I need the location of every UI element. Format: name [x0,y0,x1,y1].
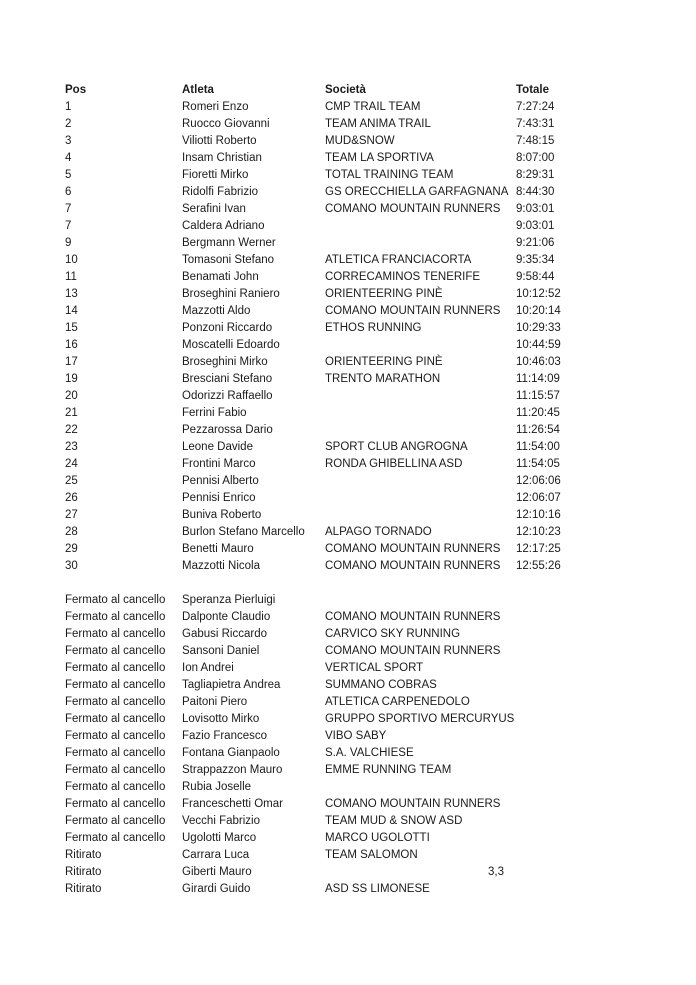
cell-totale [516,592,590,609]
cell-totale: 9:58:44 [516,271,555,283]
cell-societa: ASD SS LIMONESE [325,883,430,895]
result-row [65,456,590,473]
cell-societa [325,592,516,609]
cell-atleta: Fioretti Mirko [182,169,249,181]
cell-societa: EMME RUNNING TEAM [325,764,452,776]
cell-pos: 20 [65,390,78,402]
cell-totale: 12:17:25 [516,543,561,555]
cell-pos: 29 [65,543,78,555]
result-row [65,201,590,218]
cell-pos: 22 [65,424,78,436]
non-finisher-row [65,626,590,643]
cell-societa [325,507,516,524]
cell-totale [516,626,590,643]
cell-atleta: Tagliapietra Andrea [182,679,281,691]
cell-atleta: Moscatelli Edoardo [182,339,280,351]
column-header-societa: Società [325,84,366,96]
cell-totale: 8:07:00 [516,152,555,164]
cell-atleta: Ferrini Fabio [182,407,247,419]
cell-totale [516,830,590,847]
cell-totale [516,694,590,711]
result-row [65,354,590,371]
cell-note: 3,3 [488,866,504,878]
cell-societa: ETHOS RUNNING [325,322,422,334]
cell-societa: COMANO MOUNTAIN RUNNERS [325,203,501,215]
non-finisher-row [65,864,590,881]
cell-societa [325,864,516,881]
cell-atleta: Speranza Pierluigi [182,594,276,606]
cell-societa: GS ORECCHIELLA GARFAGNANA [325,186,509,198]
non-finisher-row [65,745,590,762]
result-row [65,150,590,167]
cell-totale [516,711,590,728]
cell-totale [516,847,590,864]
cell-pos: 2 [65,118,72,130]
cell-atleta: Benetti Mauro [182,543,254,555]
cell-atleta: Broseghini Mirko [182,356,268,368]
cell-societa: RONDA GHIBELLINA ASD [325,458,463,470]
section-spacer [65,575,590,592]
cell-societa: MUD&SNOW [325,135,395,147]
cell-atleta: Franceschetti Omar [182,798,283,810]
cell-societa: SPORT CLUB ANGROGNA [325,441,468,453]
cell-totale: 9:03:01 [516,203,555,215]
cell-pos: 28 [65,526,78,538]
non-finisher-row [65,694,590,711]
cell-totale [516,762,590,779]
cell-pos: 19 [65,373,78,385]
cell-societa: ORIENTEERING PINÈ [325,288,443,300]
cell-pos: 17 [65,356,78,368]
cell-totale [516,609,590,626]
result-row [65,507,590,524]
cell-totale [516,864,590,881]
cell-societa: TEAM MUD & SNOW ASD [325,815,463,827]
cell-totale: 12:55:26 [516,560,561,572]
cell-atleta: Romeri Enzo [182,101,249,113]
cell-atleta: Benamati John [182,271,259,283]
non-finisher-row [65,779,590,796]
result-row [65,184,590,201]
cell-pos: 30 [65,560,78,572]
column-header-pos: Pos [65,84,87,96]
result-row [65,218,590,235]
column-header-totale: Totale [516,84,550,96]
result-row [65,303,590,320]
cell-pos: Fermato al cancello [65,696,166,708]
cell-pos: 4 [65,152,72,164]
cell-totale: 9:35:34 [516,254,555,266]
cell-atleta: Gabusi Riccardo [182,628,268,640]
result-row [65,371,590,388]
cell-societa [325,405,516,422]
non-finisher-row [65,711,590,728]
finishers-section [65,99,590,575]
result-row [65,252,590,269]
cell-totale: 11:14:09 [516,373,560,385]
cell-totale: 7:43:31 [516,118,555,130]
non-finisher-row [65,592,590,609]
cell-atleta: Vecchi Fabrizio [182,815,260,827]
cell-totale: 9:21:06 [516,237,555,249]
cell-totale: 8:44:30 [516,186,555,198]
cell-pos: Fermato al cancello [65,730,166,742]
cell-atleta: Burlon Stefano Marcello [182,526,305,538]
cell-atleta: Ruocco Giovanni [182,118,270,130]
cell-societa: COMANO MOUNTAIN RUNNERS [325,543,501,555]
cell-atleta: Broseghini Raniero [182,288,280,300]
cell-atleta: Sansoni Daniel [182,645,260,657]
cell-totale: 11:20:45 [516,407,560,419]
cell-totale: 12:10:23 [516,526,561,538]
cell-atleta: Lovisotto Mirko [182,713,260,725]
non-finisher-row [65,847,590,864]
cell-societa [325,473,516,490]
cell-pos: Fermato al cancello [65,662,166,674]
cell-atleta: Bergmann Werner [182,237,276,249]
result-row [65,558,590,575]
cell-pos: Fermato al cancello [65,679,166,691]
cell-societa: COMANO MOUNTAIN RUNNERS [325,560,501,572]
cell-pos: 15 [65,322,78,334]
cell-pos: Ritirato [65,866,102,878]
non-finisher-row [65,881,590,898]
cell-totale [516,813,590,830]
cell-atleta: Rubia Joselle [182,781,252,793]
result-row [65,133,590,150]
cell-atleta: Frontini Marco [182,458,256,470]
cell-pos: 13 [65,288,78,300]
cell-atleta: Insam Christian [182,152,262,164]
cell-atleta: Paitoni Piero [182,696,248,708]
cell-pos: 7 [65,220,72,232]
cell-societa: SUMMANO COBRAS [325,679,437,691]
cell-pos: 21 [65,407,78,419]
cell-pos: Fermato al cancello [65,628,166,640]
cell-pos: 3 [65,135,72,147]
result-row [65,405,590,422]
cell-pos: Fermato al cancello [65,747,166,759]
cell-totale [516,677,590,694]
cell-totale: 10:44:59 [516,339,561,351]
cell-atleta: Mazzotti Aldo [182,305,251,317]
cell-atleta: Pennisi Enrico [182,492,256,504]
cell-pos: 10 [65,254,78,266]
cell-totale: 11:54:05 [516,458,560,470]
cell-pos: Fermato al cancello [65,781,166,793]
results-table [65,82,590,898]
cell-societa: VERTICAL SPORT [325,662,424,674]
cell-pos: Fermato al cancello [65,713,166,725]
result-row [65,490,590,507]
cell-totale: 12:06:06 [516,475,561,487]
cell-atleta: Ridolfi Fabrizio [182,186,259,198]
cell-atleta: Ponzoni Riccardo [182,322,273,334]
cell-atleta: Pennisi Alberto [182,475,259,487]
result-row [65,388,590,405]
cell-atleta: Dalponte Claudio [182,611,271,623]
cell-totale: 9:03:01 [516,220,555,232]
cell-atleta: Caldera Adriano [182,220,265,232]
result-row [65,286,590,303]
cell-societa [325,337,516,354]
result-row [65,541,590,558]
cell-pos: Fermato al cancello [65,594,166,606]
result-row [65,422,590,439]
result-row [65,320,590,337]
cell-atleta: Strappazzon Mauro [182,764,283,776]
cell-atleta: Bresciani Stefano [182,373,273,385]
cell-societa: COMANO MOUNTAIN RUNNERS [325,798,501,810]
cell-societa [325,490,516,507]
cell-atleta: Tomasoni Stefano [182,254,275,266]
cell-atleta: Ugolotti Marco [182,832,257,844]
cell-totale: 12:06:07 [516,492,561,504]
cell-pos: 11 [65,271,77,283]
cell-pos: 1 [65,101,72,113]
result-row [65,99,590,116]
result-row [65,269,590,286]
result-row [65,337,590,354]
column-header-atleta: Atleta [182,84,214,96]
cell-societa [325,422,516,439]
cell-atleta: Mazzotti Nicola [182,560,260,572]
cell-pos: 7 [65,203,72,215]
cell-totale [516,745,590,762]
cell-societa: MARCO UGOLOTTI [325,832,430,844]
cell-societa: TEAM LA SPORTIVA [325,152,434,164]
non-finisher-row [65,762,590,779]
cell-pos: Fermato al cancello [65,798,166,810]
result-row [65,235,590,252]
cell-societa: COMANO MOUNTAIN RUNNERS [325,611,501,623]
cell-societa: CMP TRAIL TEAM [325,101,421,113]
cell-totale: 10:29:33 [516,322,561,334]
cell-atleta: Fontana Gianpaolo [182,747,280,759]
result-row [65,439,590,456]
cell-totale: 10:20:14 [516,305,561,317]
cell-pos: 5 [65,169,72,181]
cell-atleta: Buniva Roberto [182,509,262,521]
non-finishers-section [65,592,590,898]
result-row [65,116,590,133]
cell-pos: 27 [65,509,78,521]
cell-atleta: Serafini Ivan [182,203,246,215]
cell-pos: Fermato al cancello [65,764,166,776]
cell-societa: ORIENTEERING PINÈ [325,356,443,368]
cell-societa [325,779,516,796]
cell-societa [325,218,516,235]
non-finisher-row [65,660,590,677]
cell-totale: 11:15:57 [516,390,560,402]
cell-totale: 12:10:16 [516,509,561,521]
cell-totale [516,796,590,813]
non-finisher-row [65,677,590,694]
cell-pos: Fermato al cancello [65,611,166,623]
cell-societa: TRENTO MARATHON [325,373,441,385]
cell-pos: 25 [65,475,78,487]
cell-atleta: Carrara Luca [182,849,250,861]
cell-societa [325,388,516,405]
cell-societa: COMANO MOUNTAIN RUNNERS [325,645,501,657]
cell-societa: TOTAL TRAINING TEAM [325,169,454,181]
cell-societa: ATLETICA CARPENEDOLO [325,696,470,708]
result-row [65,473,590,490]
cell-atleta: Ion Andrei [182,662,234,674]
cell-atleta: Pezzarossa Dario [182,424,273,436]
cell-atleta: Leone Davide [182,441,253,453]
cell-pos: 6 [65,186,72,198]
cell-pos: 24 [65,458,78,470]
non-finisher-row [65,643,590,660]
cell-societa [325,235,516,252]
cell-totale: 7:27:24 [516,101,555,113]
cell-atleta: Odorizzi Raffaello [182,390,273,402]
cell-societa: ATLETICA FRANCIACORTA [325,254,472,266]
cell-pos: Fermato al cancello [65,815,166,827]
table-header-row [65,82,590,99]
non-finisher-row [65,728,590,745]
cell-societa: CORRECAMINOS TENERIFE [325,271,481,283]
result-row [65,524,590,541]
cell-societa: TEAM ANIMA TRAIL [325,118,431,130]
cell-totale [516,728,590,745]
cell-totale [516,779,590,796]
cell-totale: 10:46:03 [516,356,561,368]
cell-totale: 7:48:15 [516,135,555,147]
cell-pos: Ritirato [65,849,102,861]
cell-pos: 26 [65,492,78,504]
cell-societa: TEAM SALOMON [325,849,418,861]
cell-pos: 16 [65,339,78,351]
cell-societa: CARVICO SKY RUNNING [325,628,461,640]
cell-atleta: Viliotti Roberto [182,135,257,147]
cell-pos: Fermato al cancello [65,832,166,844]
cell-pos: Ritirato [65,883,102,895]
cell-pos: Fermato al cancello [65,645,166,657]
cell-totale [516,643,590,660]
cell-totale: 8:29:31 [516,169,555,181]
non-finisher-row [65,813,590,830]
result-row [65,167,590,184]
cell-pos: 14 [65,305,78,317]
cell-atleta: Girardi Guido [182,883,251,895]
non-finisher-row [65,796,590,813]
cell-totale: 11:54:00 [516,441,560,453]
cell-totale [516,660,590,677]
cell-pos: 9 [65,237,72,249]
cell-totale [516,881,590,898]
cell-societa: S.A. VALCHIESE [325,747,414,759]
cell-societa: GRUPPO SPORTIVO MERCURYUS [325,713,515,725]
cell-atleta: Fazio Francesco [182,730,268,742]
cell-societa: ALPAGO TORNADO [325,526,432,538]
non-finisher-row [65,830,590,847]
cell-totale: 11:26:54 [516,424,560,436]
cell-pos: 23 [65,441,78,453]
cell-societa: COMANO MOUNTAIN RUNNERS [325,305,501,317]
cell-atleta: Giberti Mauro [182,866,252,878]
cell-totale: 10:12:52 [516,288,561,300]
cell-societa: VIBO SABY [325,730,387,742]
non-finisher-row [65,609,590,626]
